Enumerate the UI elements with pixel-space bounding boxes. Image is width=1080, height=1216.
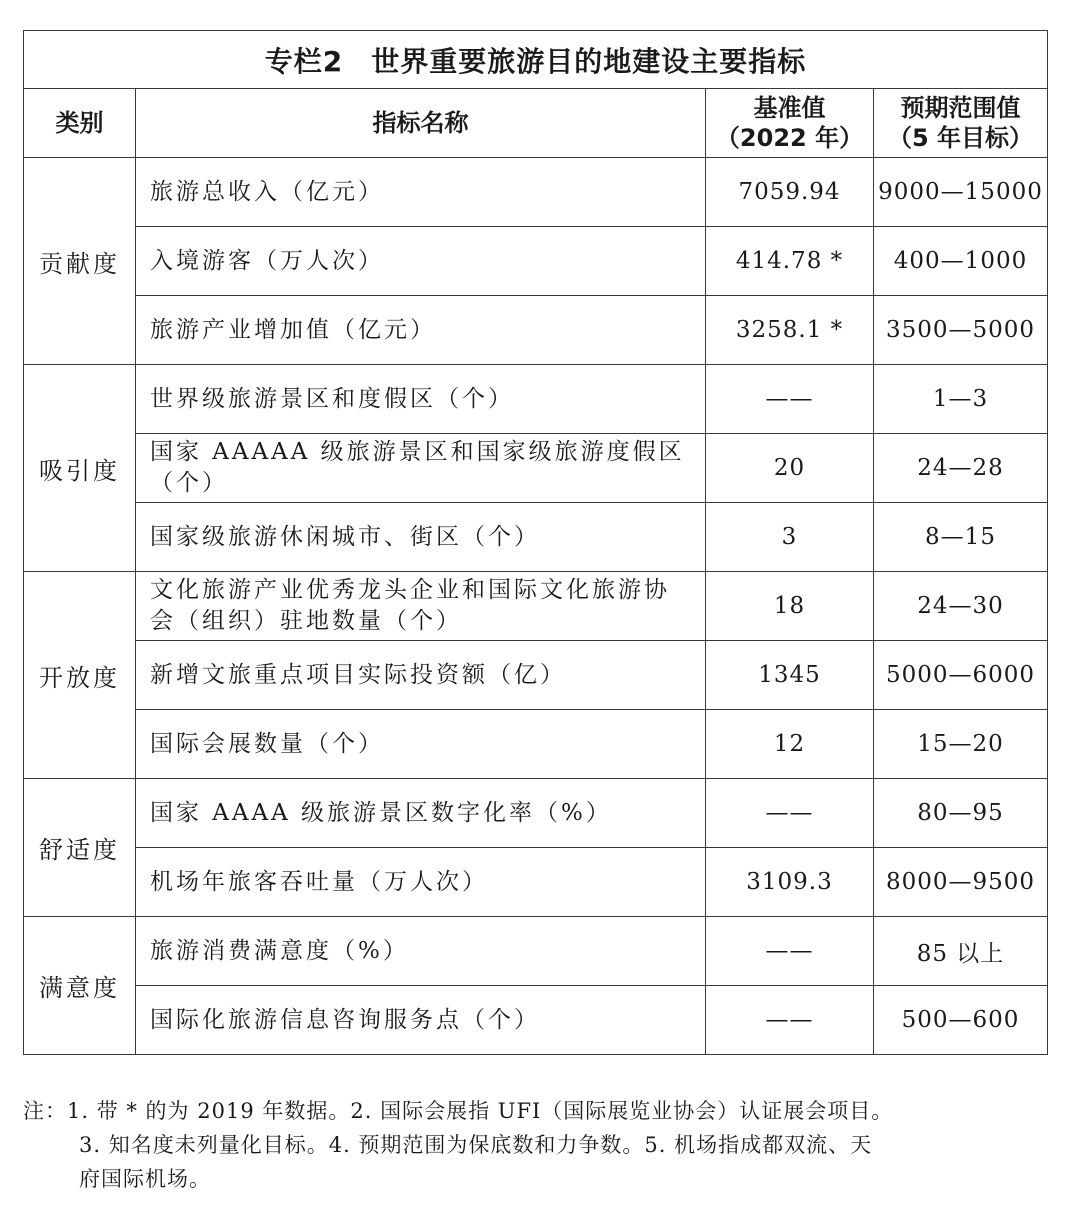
table-row [24,572,1048,641]
target-range-cell: 24—30 [874,572,1048,641]
target-range-cell: 15—20 [874,710,1048,779]
title-main: 世界重要旅游目的地建设主要指标 [371,44,807,78]
table-row [24,710,1048,779]
table-row [24,641,1048,710]
header-baseline-line2: （2022 年） [715,124,864,152]
category-cell: 贡献度 [24,158,136,365]
header-indicator: 指标名称 [136,89,706,158]
table-row [24,227,1048,296]
baseline-value-cell: 1345 [706,641,874,710]
indicator-name-cell: 旅游消费满意度（%） [136,917,706,986]
category-cell: 开放度 [24,572,136,779]
baseline-value-cell: 20 [706,434,874,503]
baseline-value-cell: —— [706,779,874,848]
target-range-cell: 5000—6000 [874,641,1048,710]
baseline-value-cell: 3258.1 * [706,296,874,365]
table-body [24,158,1048,1055]
target-range-cell: 3500—5000 [874,296,1048,365]
baseline-value-cell: 3109.3 [706,848,874,917]
table-row [24,917,1048,986]
target-range-cell: 400—1000 [874,227,1048,296]
target-range-cell: 80—95 [874,779,1048,848]
target-range-cell: 24—28 [874,434,1048,503]
header-category: 类别 [24,89,136,158]
table-row [24,158,1048,227]
title-row [24,31,1048,89]
target-range-cell: 8—15 [874,503,1048,572]
indicator-name-cell: 机场年旅客吞吐量（万人次） [136,848,706,917]
baseline-value-cell: 18 [706,572,874,641]
header-target-line2: （5 年目标） [887,124,1034,152]
table-row [24,779,1048,848]
indicator-name-cell: 世界级旅游景区和度假区（个） [136,365,706,434]
table-row [24,434,1048,503]
header-baseline-line1: 基准值 [753,94,826,122]
baseline-value-cell: 3 [706,503,874,572]
header-target-line1: 预期范围值 [900,94,1021,122]
indicator-name-cell: 国际化旅游信息咨询服务点（个） [136,986,706,1055]
footnote-line-2: 3. 知名度未列量化目标。4. 预期范围为保底数和力争数。5. 机场指成都双流、天 [79,1133,873,1157]
table-row [24,986,1048,1055]
indicator-name-cell: 旅游总收入（亿元） [136,158,706,227]
table-row [24,503,1048,572]
baseline-value-cell: —— [706,917,874,986]
baseline-value-cell: 12 [706,710,874,779]
indicator-name-cell: 国际会展数量（个） [136,710,706,779]
table-row [24,296,1048,365]
indicator-name-cell: 文化旅游产业优秀龙头企业和国际文化旅游协会（组织）驻地数量（个） [136,572,706,641]
footnote-line-1: 注：1. 带 * 的为 2019 年数据。2. 国际会展指 UFI（国际展览业协会）认证展会项目。 [23,1099,894,1123]
baseline-value-cell: —— [706,986,874,1055]
baseline-value-cell: 7059.94 [706,158,874,227]
target-range-cell: 9000—15000 [874,158,1048,227]
baseline-value-cell: 414.78 * [706,227,874,296]
table-row [24,848,1048,917]
indicator-name-cell: 国家 AAAAA 级旅游景区和国家级旅游度假区（个） [136,434,706,503]
header-baseline [706,89,874,158]
indicator-name-cell: 旅游产业增加值（亿元） [136,296,706,365]
target-range-cell: 8000—9500 [874,848,1048,917]
category-cell: 舒适度 [24,779,136,917]
target-range-cell: 1—3 [874,365,1048,434]
target-range-cell: 500—600 [874,986,1048,1055]
footnote [23,1094,1053,1196]
indicator-name-cell: 新增文旅重点项目实际投资额（亿） [136,641,706,710]
footnote-line-3: 府国际机场。 [79,1167,211,1191]
category-cell: 满意度 [24,917,136,1055]
baseline-value-cell: —— [706,365,874,434]
indicator-name-cell: 国家 AAAA 级旅游景区数字化率（%） [136,779,706,848]
indicator-table [23,30,1048,1055]
header-row [24,89,1048,158]
title-prefix: 专栏2 [264,44,344,78]
table-title [24,31,1048,89]
indicator-name-cell: 国家级旅游休闲城市、街区（个） [136,503,706,572]
table-row [24,365,1048,434]
target-range-cell: 85 以上 [874,917,1048,986]
indicator-name-cell: 入境游客（万人次） [136,227,706,296]
category-cell: 吸引度 [24,365,136,572]
header-target [874,89,1048,158]
